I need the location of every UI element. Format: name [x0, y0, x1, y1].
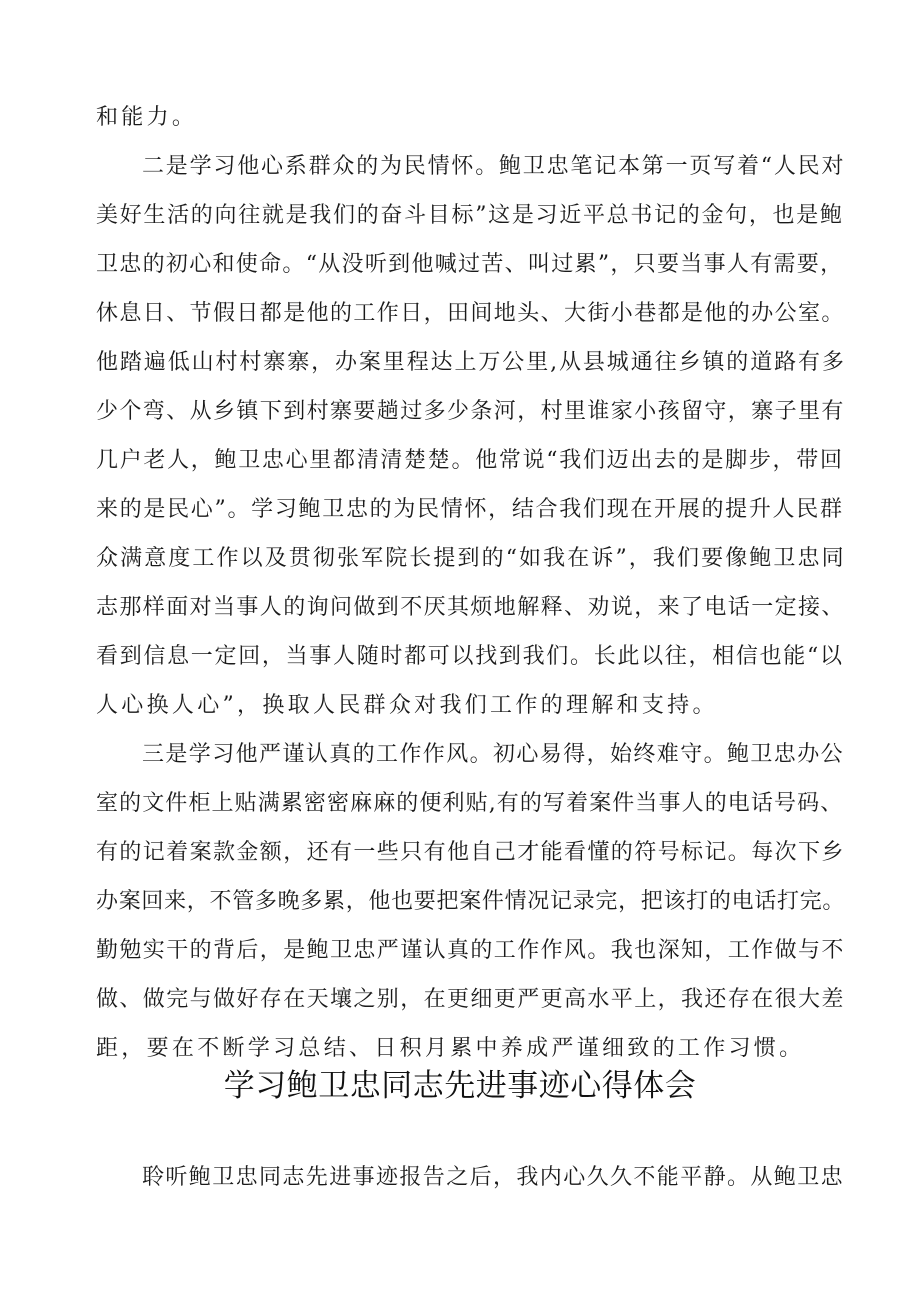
- paragraph-start-line: 三是学习他严谨认真的工作作风。初心易得，始终难守。鲍卫忠办公: [142, 742, 845, 767]
- text-line: 志那样面对当事人的询问做到不厌其烦地解释、劝说，来了电话一定接、: [96, 595, 845, 620]
- text-line: 办案回来，不管多晚多累，他也要把案件情况记录完，把该打的电话打完。: [96, 889, 846, 914]
- text-line: 几户老人，鲍卫忠心里都清清楚楚。他常说“我们迈出去的是脚步，带回: [96, 448, 844, 473]
- section-heading: 学习鲍卫忠同志先进事迹心得体会: [223, 1068, 697, 1104]
- text-line: 做、做完与做好存在天壤之别，在更细更严更高水平上，我还存在很大差: [96, 987, 845, 1012]
- paragraph-start-line: 二是学习他心系群众的为民情怀。鲍卫忠笔记本第一页写着“人民对: [142, 154, 846, 179]
- text-line: 室的文件柜上贴满累密密麻麻的便利贴,有的写着案件当事人的电话号码、: [96, 791, 844, 816]
- text-line: 和能力。: [96, 105, 198, 130]
- text-line: 距，要在不断学习总结、日积月累中养成严谨细致的工作习惯。: [96, 1036, 805, 1061]
- text-line: 勤勉实干的背后，是鲍卫忠严谨认真的工作作风。我也深知，工作做与不: [96, 938, 845, 963]
- text-line: 他踏遍低山村村寨寨，办案里程达上万公里,从县城通往乡镇的道路有多: [96, 350, 846, 375]
- text-line: 来的是民心”。学习鲍卫忠的为民情怀，结合我们现在开展的提升人民群: [96, 497, 844, 522]
- text-line: 卫忠的初心和使命。“从没听到他喊过苦、叫过累”，只要当事人有需要，: [96, 252, 844, 277]
- text-line: 人心换人心”，换取人民群众对我们工作的理解和支持。: [96, 693, 718, 718]
- text-line: 美好生活的向往就是我们的奋斗目标”这是习近平总书记的金句，也是鲍: [96, 203, 844, 228]
- text-line: 看到信息一定回，当事人随时都可以找到我们。长此以往，相信也能“以: [96, 644, 844, 669]
- text-line: 少个弯、从乡镇下到村寨要趟过多少条河，村里谁家小孩留守，寨子里有: [96, 399, 845, 424]
- paragraph-start-line: 聆听鲍卫忠同志先进事迹报告之后，我内心久久不能平静。从鲍卫忠: [142, 1165, 845, 1190]
- text-line: 休息日、节假日都是他的工作日，田间地头、大街小巷都是他的办公室。: [96, 301, 845, 326]
- text-line: 有的记着案款金额，还有一些只有他自己才能看懂的符号标记。每次下乡: [96, 840, 845, 865]
- text-line: 众满意度工作以及贯彻张军院长提到的“如我在诉”，我们要像鲍卫忠同: [96, 546, 846, 571]
